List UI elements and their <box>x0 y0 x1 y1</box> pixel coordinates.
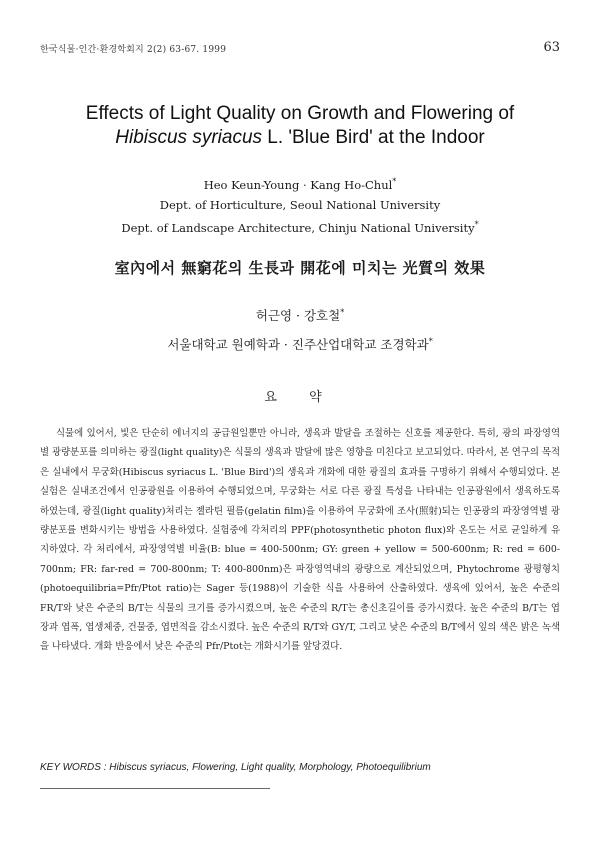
korean-authors-line <box>40 300 560 329</box>
author-mark: * <box>392 177 397 186</box>
author-names: Heo Keun-Young · Kang Ho-Chul <box>203 177 393 192</box>
title-line-2-rest: L. 'Blue Bird' at the Indoor <box>262 127 485 148</box>
title-scientific-name: Hibiscus syriacus <box>115 127 263 148</box>
korean-affiliation-line <box>40 329 560 358</box>
journal-citation: 한국식물·인간·환경학회지 2(2) 63-67. 1999 <box>40 45 227 55</box>
title-line-1: Effects of Light Quality on Growth and Flowering of <box>85 103 515 124</box>
title-line-2 <box>40 126 560 150</box>
keywords: KEY WORDS : Hibiscus syriacus, Flowering, Light quality, Morphology, Photoequilibrium <box>40 762 431 773</box>
affiliation-2: Dept. of Landscape Architecture, Chinju National University <box>121 220 475 235</box>
paper-title <box>40 102 560 150</box>
korean-title: 室內에서 無窮花의 生長과 開花에 미치는 光質의 效果 <box>114 259 486 277</box>
author-names-line <box>40 172 560 195</box>
korean-affiliation: 서울대학교 원예학과 · 진주산업대학교 조경학과 <box>167 337 429 353</box>
footnote-rule <box>40 788 270 789</box>
abstract-text: 식물에 있어서, 빛은 단순히 에너지의 공급원일뿐만 아니라, 생육과 발달을 조절하는 신호를 제공한다. 특히, 광의 파장영역별 광량분포를 의미하는 광질(light quality)은 식물의 생육과 발달에 많은 영향을 미친다고 보고되었다. 따라서, 본 연구의 목적은 실내에서 무궁화(Hibiscus syriacus L. 'Blue Bird')의 생육과 개화에 대한 광질의 효과를 구명하기 위해서 수행되었다. 본 실험은 실내조건에서 인공광원을 이용하여 수행되었으며, 무궁화는 서로 다른 광질 특성을 나타내는 인공광원에서 생육하도록 하였는데, 광질(light quality)처리는 젤라틴 필름(gelatin film)을 이용하여 무궁화에 조사(照射)되는 인공광의 파장영역별 광량분포를 변화시키는 방법을 사용하였다. 실험중에 각처리의 PPF(photosynthetic photon flux)와 온도는 서로 균일하게 유지하였다. 각 처리에서, 파장영역별 비율(B: blue = 400-500nm; GY: green + yellow = 500-600nm; R: red = 600-700nm; FR: far-red = 700-800nm; T: 400-800nm)은 파장영역내의 광량으로 계산되었으며, Phytochrome 광평형치(photoequilibria=Pfr/Ptot ratio)는 Sager 등(1988)이 기술한 식을 사용하여 산출하였다. 생육에 있어서, 높은 수준의 FR/T와 낮은 수준의 B/T는 식물의 크기를 증가시켰으며, 높은 수준의 R/T는 총신초길이를 증가시켰다. 높은 수준의 B/T는 엽장과 엽폭, 엽생체중, 건물중, 엽면적을 감소시켰다. 높은 수준의 R/T와 GY/T, 그리고 낮은 수준의 B/T에서 잎의 색은 밝은 녹색을 나타냈다. 개화 반응에서 낮은 수준의 Pfr/Ptot는 개화시기를 앞당겼다. <box>40 428 561 653</box>
affiliation-2-line <box>40 215 560 238</box>
page-number: 63 <box>543 40 560 55</box>
korean-affiliation-mark: * <box>428 337 433 347</box>
korean-authors-mark: * <box>340 308 345 317</box>
abstract-heading: 요 약 <box>264 390 336 405</box>
running-header <box>40 40 560 60</box>
korean-author-block <box>40 300 560 358</box>
affiliation-1: Dept. of Horticulture, Seoul National University <box>159 197 441 212</box>
author-block <box>40 172 560 238</box>
korean-authors: 허근영 · 강호철 <box>255 308 341 324</box>
affiliation-2-mark: * <box>474 219 479 229</box>
